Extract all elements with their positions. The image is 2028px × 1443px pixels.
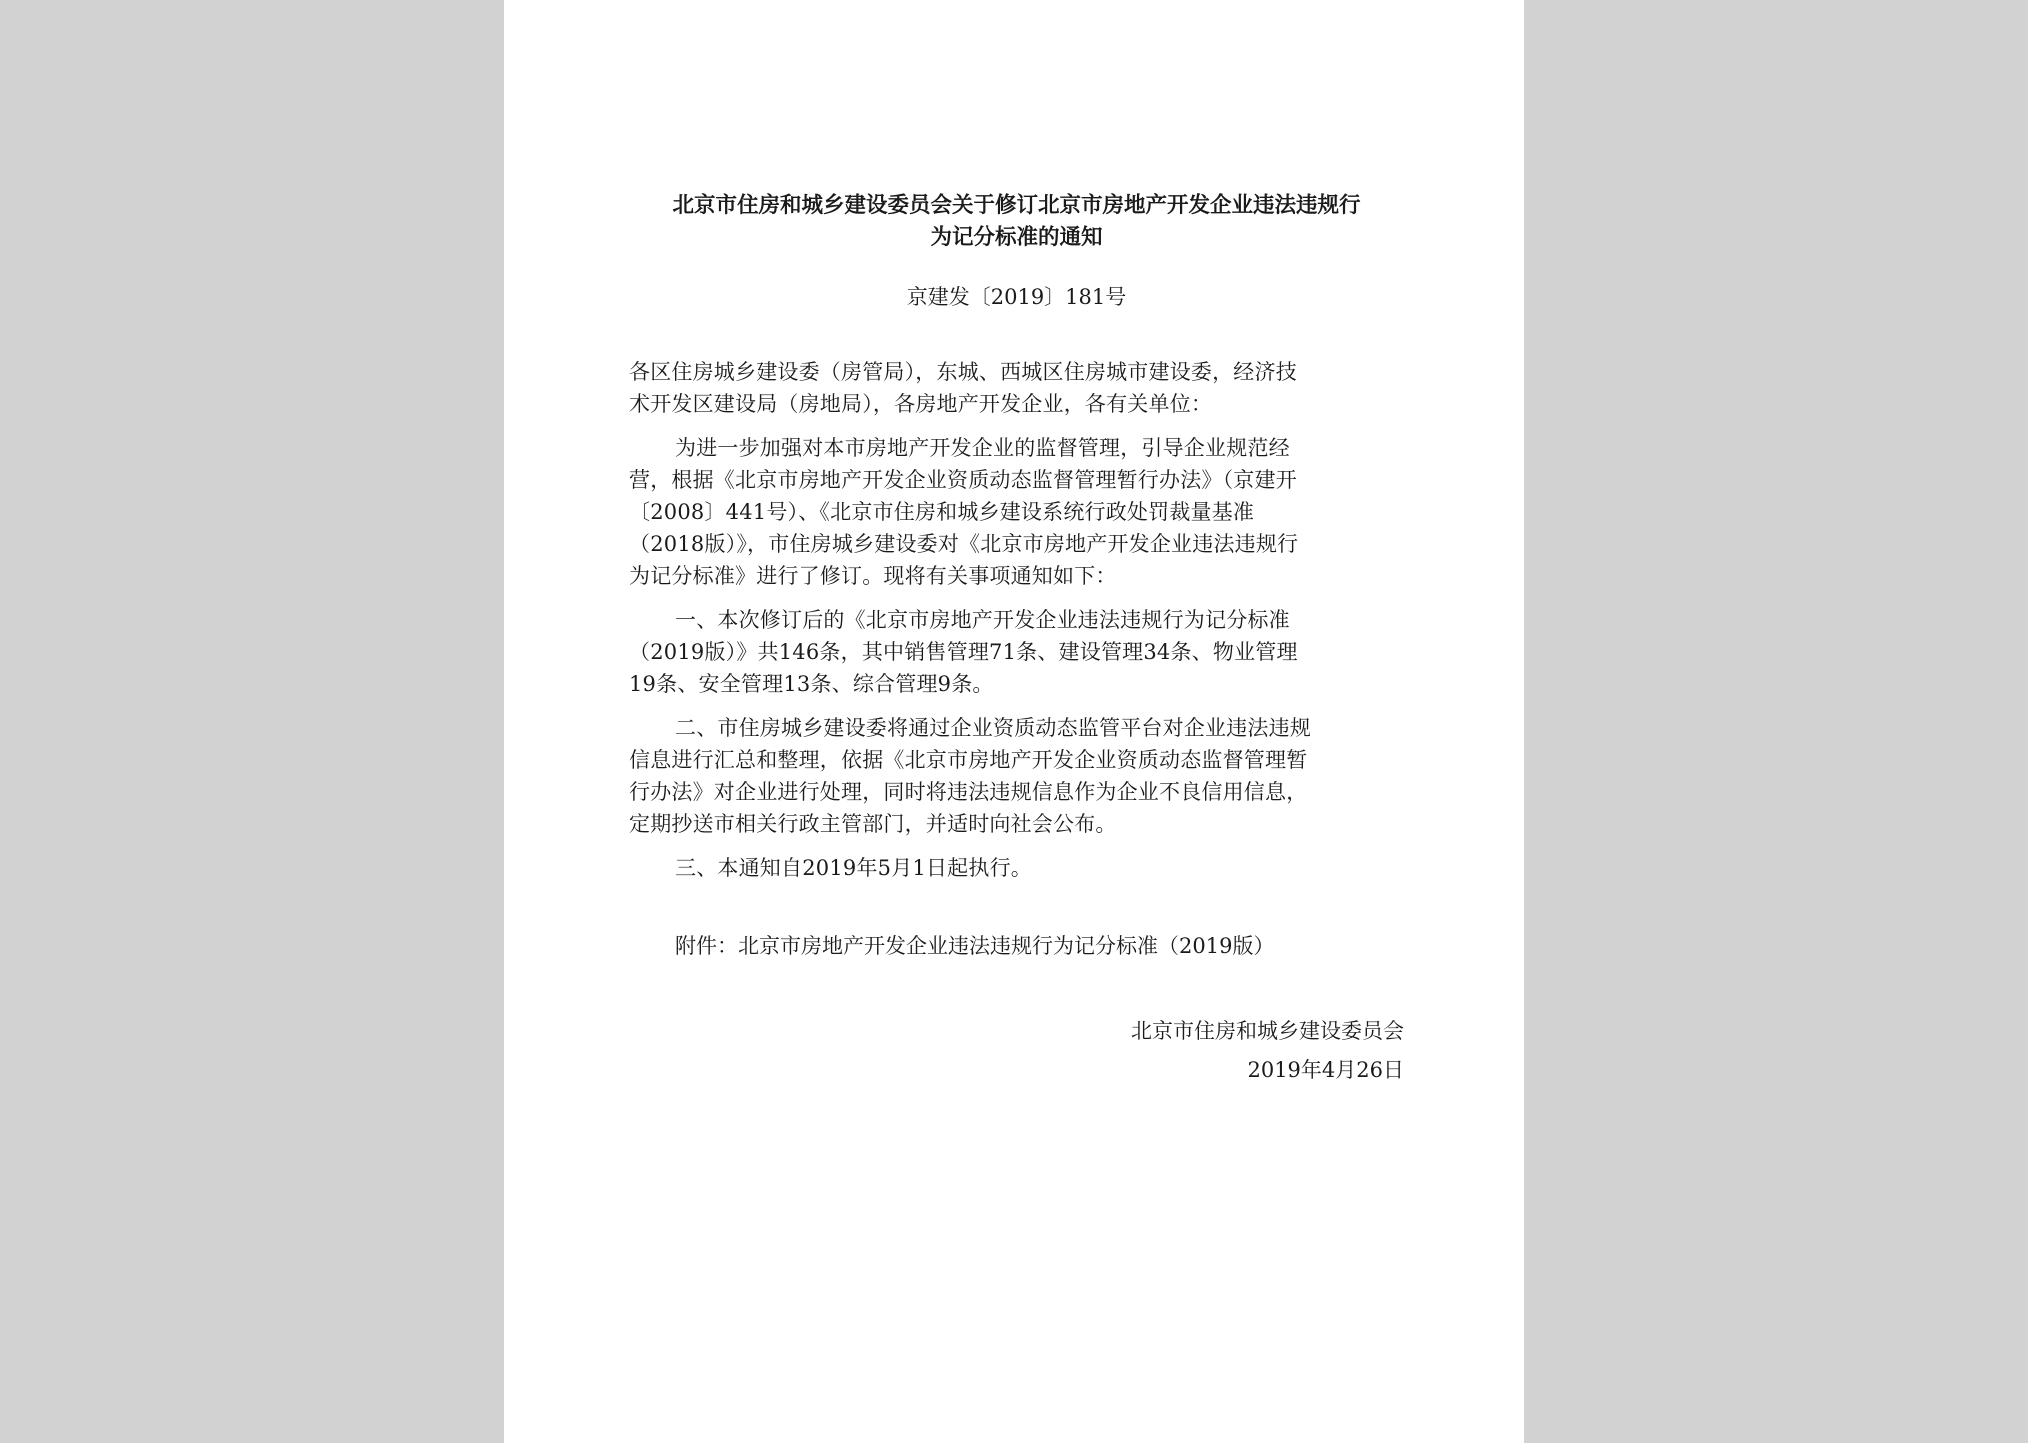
paragraph-2 <box>629 604 1404 700</box>
issuer-name: 北京市住房和城乡建设委员会 <box>1131 1019 1404 1043</box>
paragraph-4-line-1: 三、本通知自2019年5月1日起执行。 <box>675 856 1032 880</box>
document-page <box>504 0 1524 1443</box>
document-number: 京建发〔2019〕181号 <box>906 285 1127 309</box>
title-line-2: 为记分标准的通知 <box>930 225 1103 250</box>
addressee <box>629 356 1404 420</box>
addressee-line-2: 术开发区建设局（房地局），各房地产开发企业，各有关单位： <box>629 392 1213 416</box>
signature-block <box>629 1012 1404 1090</box>
addressee-line-1: 各区住房城乡建设委（房管局），东城、西城区住房城市建设委，经济技 <box>629 360 1297 384</box>
paragraph-1-line-5: 为记分标准》进行了修订。现将有关事项通知如下： <box>629 564 1117 588</box>
paragraph-2-line-3: 19条、安全管理13条、综合管理9条。 <box>629 672 994 696</box>
issue-date: 2019年4月26日 <box>1247 1058 1404 1082</box>
paragraph-1-line-1: 为进一步加强对本市房地产开发企业的监督管理，引导企业规范经 <box>675 436 1290 460</box>
paragraph-3-line-2: 信息进行汇总和整理，依据《北京市房地产开发企业资质动态监督管理暂 <box>629 748 1308 772</box>
document-content <box>629 190 1404 1090</box>
attachment-note: 附件：北京市房地产开发企业违法违规行为记分标准（2019版） <box>675 934 1275 958</box>
paragraph-1-line-4: （2018版）》，市住房城乡建设委对《北京市房地产开发企业违法违规行 <box>629 532 1299 556</box>
paragraph-4 <box>629 852 1404 884</box>
paragraph-2-line-1: 一、本次修订后的《北京市房地产开发企业违法违规行为记分标准 <box>675 608 1290 632</box>
paragraph-1-line-3: 〔2008〕441号）、《北京市住房和城乡建设系统行政处罚裁量基准 <box>629 500 1255 524</box>
paragraph-3-line-1: 二、市住房城乡建设委将通过企业资质动态监管平台对企业违法违规 <box>675 716 1311 740</box>
paragraph-1 <box>629 432 1404 592</box>
document-title <box>629 190 1404 254</box>
paragraph-3-line-4: 定期抄送市相关行政主管部门，并适时向社会公布。 <box>629 812 1117 836</box>
paragraph-2-line-2: （2019版）》共146条，其中销售管理71条、建设管理34条、物业管理 <box>629 640 1298 664</box>
title-line-1: 北京市住房和城乡建设委员会关于修订北京市房地产开发企业违法违规行 <box>672 193 1361 218</box>
paragraph-3 <box>629 712 1404 840</box>
paragraph-1-line-2: 营，根据《北京市房地产开发企业资质动态监督管理暂行办法》（京建开 <box>629 468 1297 492</box>
paragraph-3-line-3: 行办法》对企业进行处理，同时将违法违规信息作为企业不良信用信息， <box>629 780 1308 804</box>
